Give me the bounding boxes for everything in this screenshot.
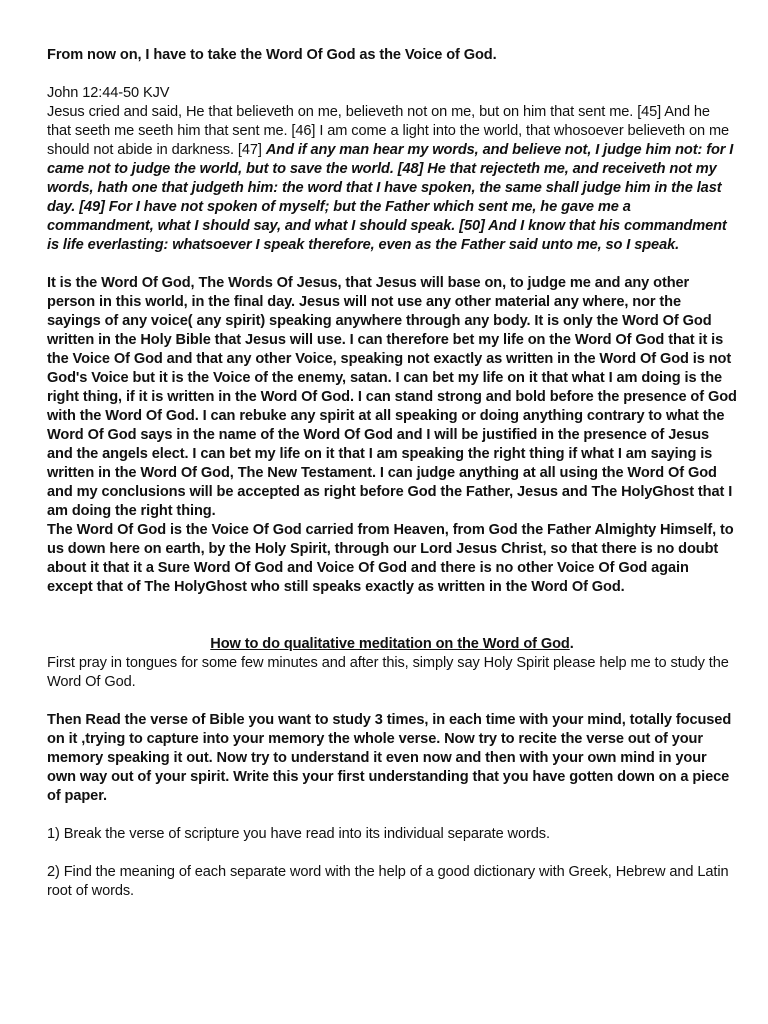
spacer <box>47 692 737 711</box>
meditation-step: 2) Find the meaning of each separate word with the help of a good dictionary with Greek, Hebrew and Latin root of words. <box>47 864 729 899</box>
spacer <box>47 255 737 274</box>
paragraph-voice-of-god: The Word Of God is the Voice Of God carried from Heaven, from God the Father Almighty Himself, to us down here on earth, by the Holy Spirit, through our Lord Jesus Christ, so that there is no doubt about it that it a Sure Word Of God and Voice Of God and there is no other Voice Of God again except that of The HolyGhost who still speaks exactly as written in the Word Of God. <box>47 522 734 595</box>
scripture-plain-text: Jesus cried and said, He that believeth on me, believeth not on me, but on him that sent me. [45] And he that seeth me seeth him that sent me. [46] I am come a light into the world, that whosoever believeth on me should not abide in darkness. [47] <box>47 104 730 158</box>
page-heading: From now on, I have to take the Word Of God as the Voice of God. <box>47 47 497 63</box>
spacer <box>47 65 737 84</box>
spacer <box>47 844 737 863</box>
document-page <box>47 46 737 901</box>
scripture-passage <box>47 103 737 255</box>
meditation-intro: First pray in tongues for some few minutes and after this, simply say Holy Spirit please help me to study the Word Of God. <box>47 655 729 690</box>
meditation-title-suffix: . <box>569 636 574 652</box>
spacer <box>47 806 737 825</box>
meditation-title-text: How to do qualitative meditation on the Word of God <box>210 636 570 652</box>
scripture-emphasized-text: And if any man hear my words, and believe not, I judge him not: for I came not to judge the world, but to save the world. [48] He that rejecteth me, and receiveth not my words, hath one that judgeth him: the word that I have spoken, the same shall judge him in the last day. [49] For I have not spoken of myself; but the Father which sent me, he gave me a commandment, what I should say, and what I should speak. [50] And I know that his commandment is life everlasting: whatsoever I speak therefore, even as the Father said unto me, so I speak. <box>47 142 734 253</box>
paragraph-judgement: It is the Word Of God, The Words Of Jesus, that Jesus will base on, to judge me and any other person in this world, in the final day. Jesus will not use any other material any where, nor the sayings of any voice( any spirit) speaking anywhere through any body. It is only the Word Of God written in the Holy Bible that Jesus will use. I can therefore bet my life on the Word Of God that it is the Voice Of God and that any other Voice, speaking not exactly as written in the Word Of God is not God's Voice but it is the Voice of the enemy, satan. I can bet my life on it that what I am doing is the right thing, if it is written in the Word Of God. I can stand strong and bold before the presence of God with the Word Of God. I can rebuke any spirit at all speaking or doing anything contrary to what the Word Of God says in the name of the Word Of God and I will be justified in the presence of Jesus and the angels elect. I can bet my life on it that I am speaking the right thing if what I am saying is written in the Word Of God, The New Testament. I can judge anything at all using the Word Of God and my conclusions will be accepted as right before God the Father, Jesus and The HolyGhost that I am doing the right thing. <box>47 275 737 519</box>
meditation-step: 1) Break the verse of scripture you have read into its individual separate words. <box>47 826 550 842</box>
spacer <box>47 597 737 635</box>
scripture-reference: John 12:44-50 KJV <box>47 85 170 101</box>
meditation-instructions: Then Read the verse of Bible you want to study 3 times, in each time with your mind, totally focused on it ,trying to capture into your memory the whole verse. Now try to recite the verse out of your memory speaking it out. Now try to understand it even now and then with your own mind in your own way out of your spirit. Write this your first understanding that you have gotten down on a piece of paper. <box>47 712 732 804</box>
meditation-title <box>47 635 737 654</box>
